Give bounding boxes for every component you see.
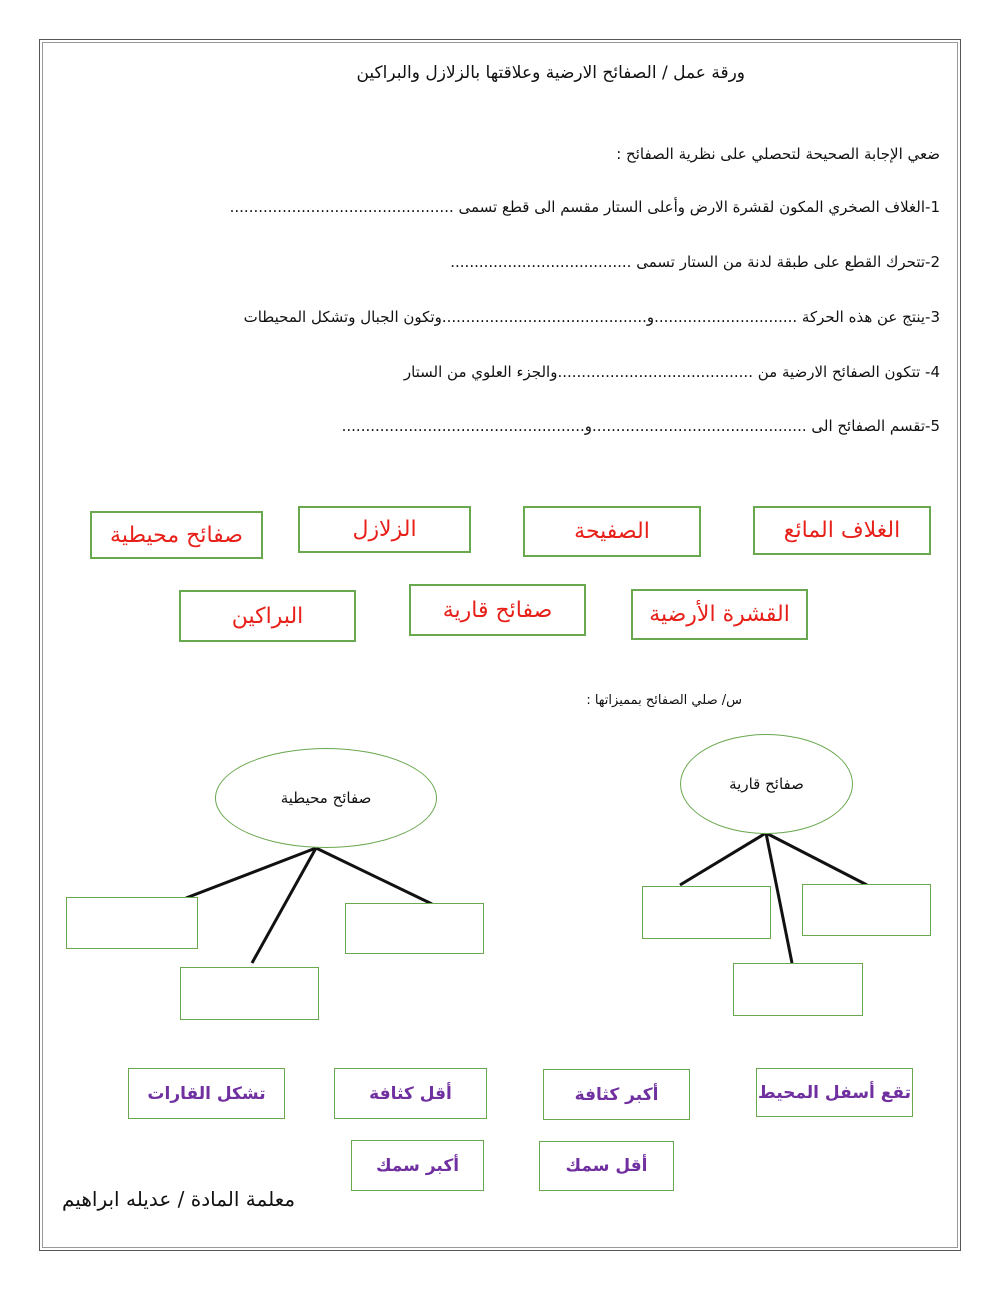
feature-lower-density[interactable]: أقل كثافة (334, 1068, 487, 1119)
question-4: 4- تتكون الصفائح الارضية من .........................................والجزء العلوي من الستار (403, 363, 940, 381)
feature-higher-density[interactable]: أكبر كثافة (543, 1069, 690, 1120)
oceanic-answer-box-right[interactable] (345, 903, 484, 954)
continental-line-left (680, 833, 766, 885)
oceanic-answer-box-bottom[interactable] (180, 967, 319, 1020)
worksheet-title: ورقة عمل / الصفائح الارضية وعلاقتها بالزلازل والبراكين (356, 63, 745, 83)
continental-plates-ellipse: صفائح قارية (680, 734, 853, 834)
oceanic-answer-box-left[interactable] (66, 897, 198, 949)
word-volcanoes[interactable]: البراكين (179, 590, 356, 642)
oceanic-line-bottom (252, 848, 316, 963)
continental-answer-box-right[interactable] (802, 884, 931, 936)
section2-instruction: س/ صلي الصفائح بمميزاتها : (586, 693, 742, 708)
oceanic-line-right (316, 848, 432, 904)
word-molten-mantle[interactable]: الغلاف المائع (753, 506, 931, 555)
question-3: 3-ينتج عن هذه الحركة ..............................و...........................................وتكون الجبال وتشكل المحيطات (243, 308, 940, 326)
word-earthquakes[interactable]: الزلازل (298, 506, 471, 553)
word-earth-crust[interactable]: القشرة الأرضية (631, 589, 808, 640)
teacher-signature: معلمة المادة / عديله ابراهيم (62, 1187, 296, 1211)
word-plate[interactable]: الصفيحة (523, 506, 701, 557)
continental-line-right (766, 833, 867, 885)
question-1: 1-الغلاف الصخري المكون لقشرة الارض وأعلى الستار مقسم الى قطع تسمى ............................................... (229, 198, 940, 216)
feature-form-continents[interactable]: تشكل القارات (128, 1068, 285, 1119)
question-5: 5-تقسم الصفائح الى .............................................و................................................... (341, 417, 940, 435)
word-oceanic-plates[interactable]: صفائح محيطية (90, 511, 263, 559)
feature-less-thickness[interactable]: أقل سمك (539, 1141, 674, 1191)
continental-answer-box-bottom[interactable] (733, 963, 863, 1016)
oceanic-plates-ellipse: صفائح محيطية (215, 748, 437, 848)
oceanic-line-left (186, 848, 316, 898)
word-continental-plates[interactable]: صفائح قارية (409, 584, 586, 636)
feature-more-thickness[interactable]: أكبر سمك (351, 1140, 484, 1191)
question-2: 2-تتحرك القطع على طبقة لدنة من الستار تسمى ...................................... (450, 253, 940, 271)
feature-below-ocean[interactable]: تقع أسفل المحيط (756, 1068, 913, 1117)
continental-answer-box-left[interactable] (642, 886, 771, 939)
instruction-text: ضعي الإجابة الصحيحة لتحصلي على نظرية الصفائح : (616, 145, 940, 163)
